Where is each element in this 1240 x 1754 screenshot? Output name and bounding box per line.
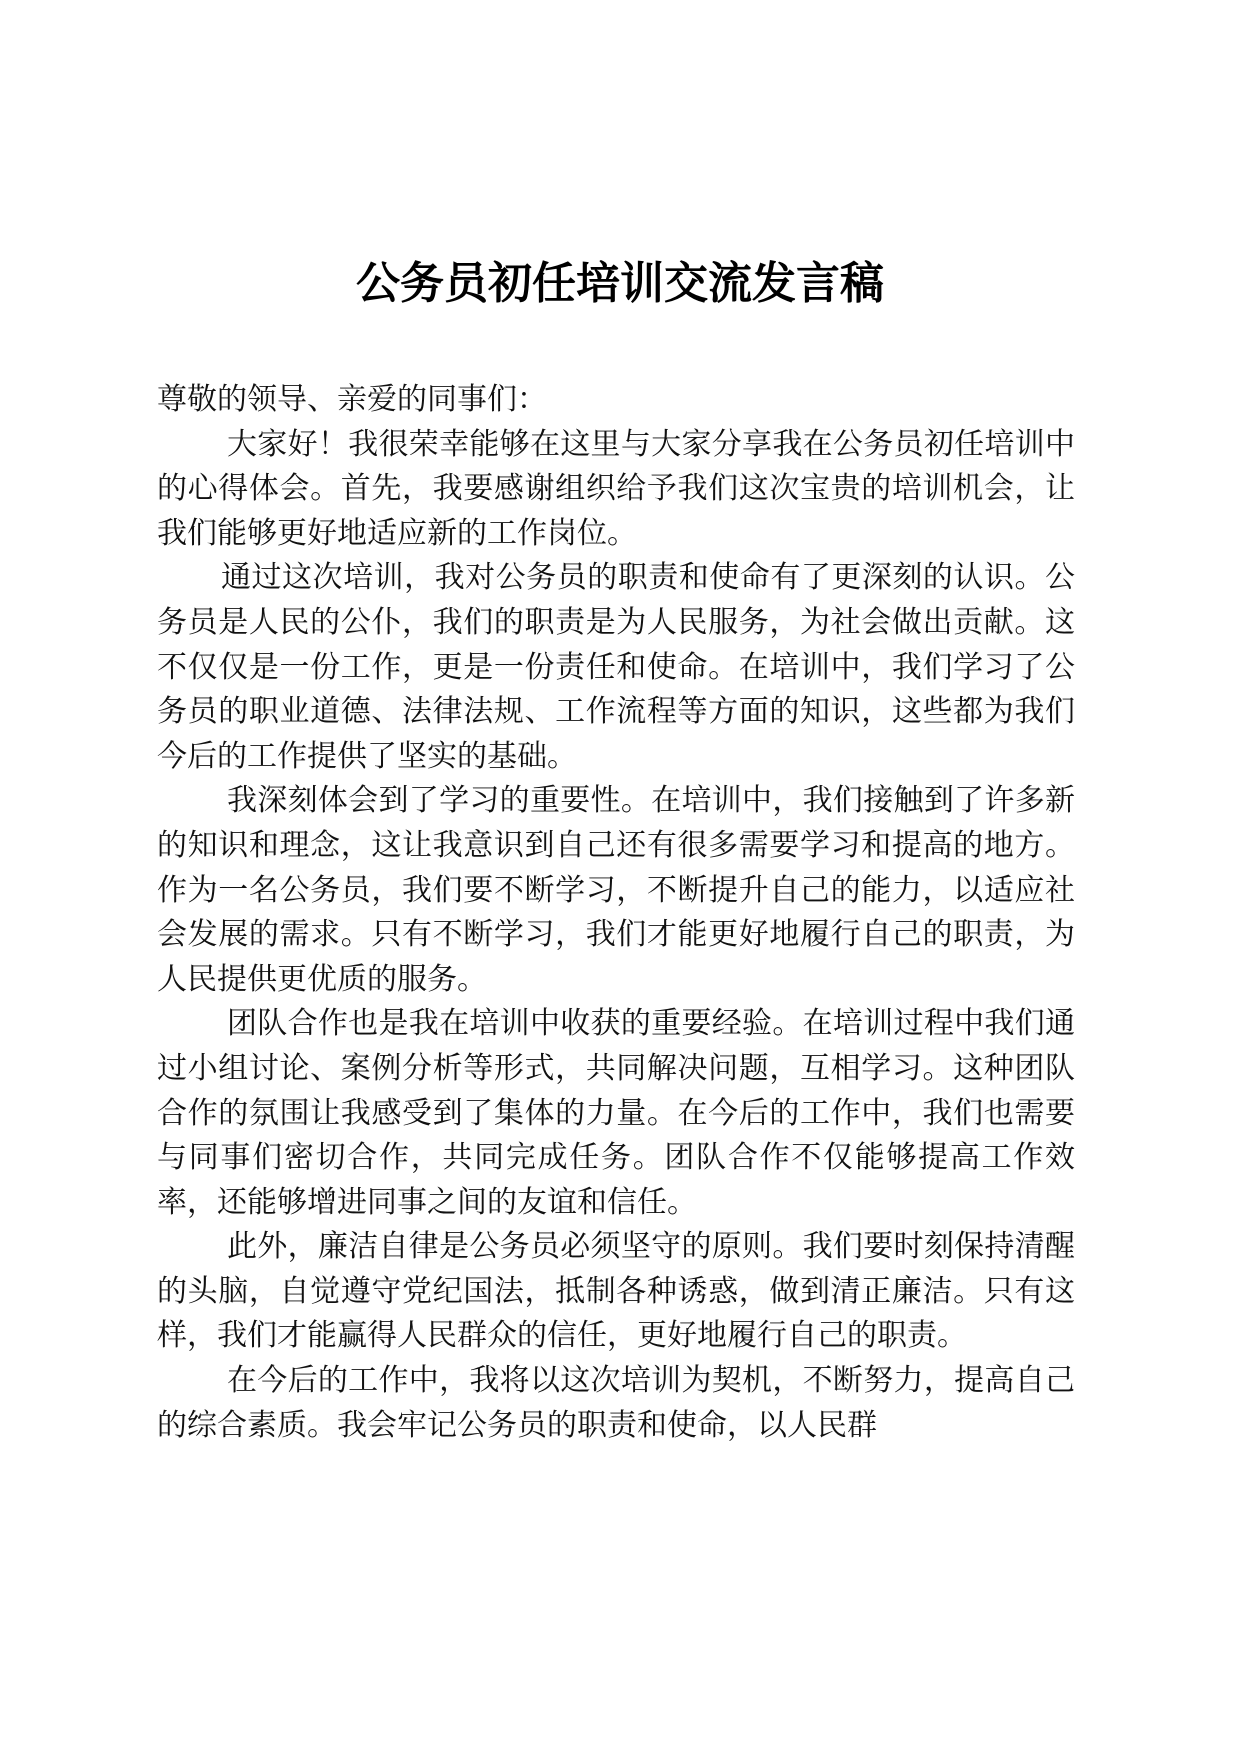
paragraph-future: 在今后的工作中，我将以这次培训为契机，不断努力，提高自己的综合素质。我会牢记公务员的职责和使命，以人民群 — [157, 1363, 1075, 1443]
paragraph-duties: 通过这次培训，我对公务员的职责和使命有了更深刻的认识。公务员是人民的公仆，我们的职责是为人民服务，为社会做出贡献。这不仅仅是一份工作，更是一份责任和使命。在培训中，我们学习了公务员的职业道德、法律法规、工作流程等方面的知识，这些都为我们今后的工作提供了坚实的基础。 — [157, 560, 1075, 774]
document-title: 公务员初任培训交流发言稿 — [356, 258, 884, 309]
paragraph-integrity: 此外，廉洁自律是公务员必须坚守的原则。我们要时刻保持清醒的头脑，自觉遵守党纪国法，抵制各种诱惑，做到清正廉洁。只有这样，我们才能赢得人民群众的信任，更好地履行自己的职责。 — [157, 1229, 1075, 1354]
salutation: 尊敬的领导、亲爱的同事们： — [157, 382, 547, 417]
document-body — [157, 378, 1075, 1448]
paragraph-greeting: 大家好！我很荣幸能够在这里与大家分享我在公务员初任培训中的心得体会。首先，我要感谢组织给予我们这次宝贵的培训机会，让我们能够更好地适应新的工作岗位。 — [157, 426, 1075, 551]
paragraph-learning: 我深刻体会到了学习的重要性。在培训中，我们接触到了许多新的知识和理念，这让我意识到自己还有很多需要学习和提高的地方。作为一名公务员，我们要不断学习，不断提升自己的能力，以适应社会发展的需求。只有不断学习，我们才能更好地履行自己的职责，为人民提供更优质的服务。 — [157, 783, 1075, 997]
paragraph-teamwork: 团队合作也是我在培训中收获的重要经验。在培训过程中我们通过小组讨论、案例分析等形式，共同解决问题，互相学习。这种团队合作的氛围让我感受到了集体的力量。在今后的工作中，我们也需要与同事们密切合作，共同完成任务。团队合作不仅能够提高工作效率，还能够增进同事之间的友谊和信任。 — [157, 1006, 1075, 1220]
